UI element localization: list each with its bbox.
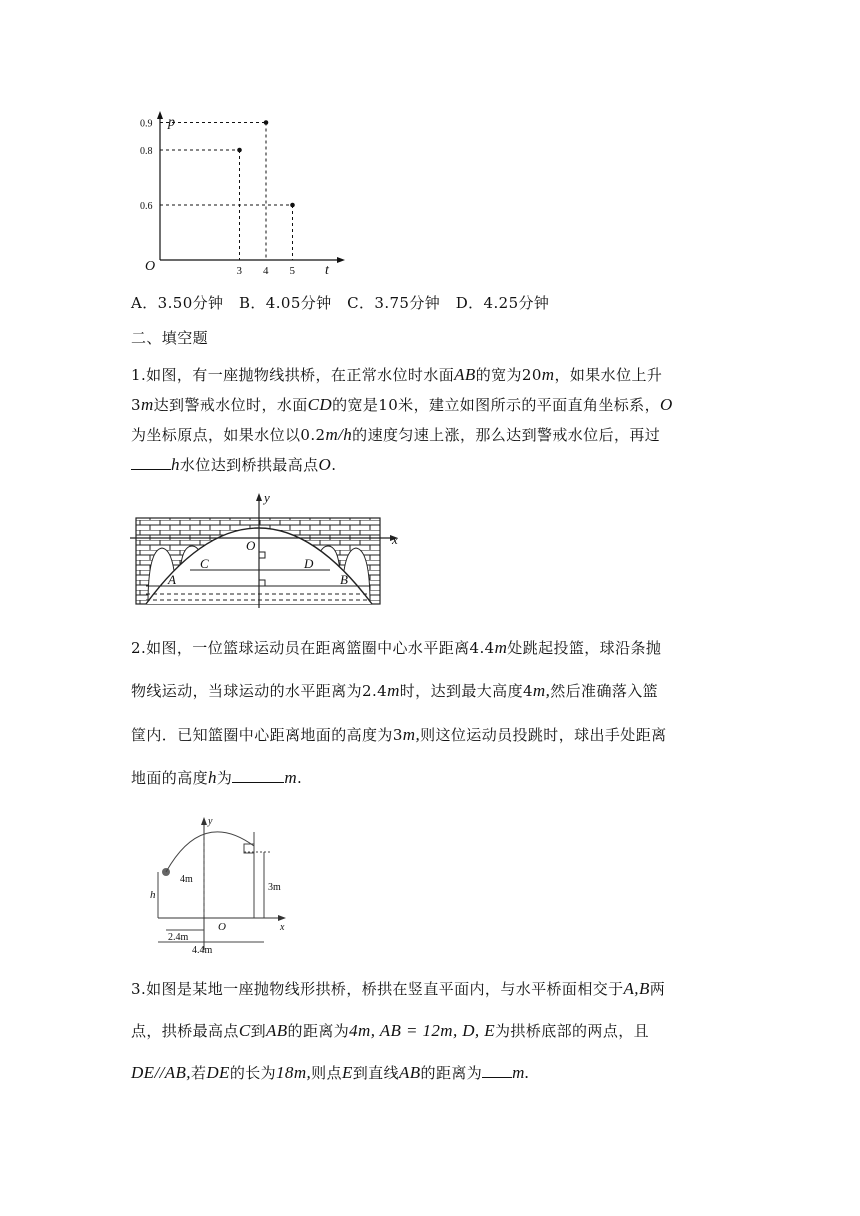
svg-text:y: y: [208, 816, 213, 827]
origin-label: O: [145, 259, 156, 274]
svg-text:h: h: [150, 889, 156, 901]
svg-text:4m: 4m: [180, 874, 193, 885]
q1-line-1: 1.如图，有一座抛物线拱桥，在正常水位时水面AB的宽为20m，如果水位上升: [131, 365, 663, 384]
svg-text:x: x: [392, 532, 398, 547]
figure-p-t-chart: [140, 108, 350, 280]
x-tick-label: 5: [289, 265, 295, 277]
option-d: D．4.25分钟: [455, 294, 550, 312]
option-b: B．4.05分钟: [238, 294, 332, 312]
x-tick-label: 4: [263, 265, 269, 277]
y-tick-label: 0.6: [140, 201, 153, 212]
svg-text:x: x: [280, 922, 285, 933]
data-point: [264, 120, 269, 125]
q2-line-4: 地面的高度h为 m.: [131, 768, 303, 787]
q3-line-2: 点，拱桥最高点C到AB的距离为4m, AB = 12m, D, E为拱桥底部的两点，且: [131, 1021, 650, 1040]
y-tick-label: 0.8: [140, 146, 153, 157]
q2-line-3: 筐内．已知篮圈中心距离地面的高度为3m,则这位运动员投跳时，球出手处距离: [131, 725, 667, 744]
svg-text:C: C: [200, 556, 209, 571]
y-axis-arrow: [157, 111, 163, 119]
svg-text:O: O: [218, 921, 226, 933]
q3-line-1: 3.如图是某地一座抛物线形拱桥，桥拱在竖直平面内，与水平桥面相交于A,B两: [131, 979, 666, 998]
data-point: [237, 148, 242, 153]
q1-line-2: 3m达到警戒水位时，水面CD的宽是10米，建立如图所示的平面直角坐标系，O: [131, 395, 673, 414]
x-tick-label: 3: [236, 265, 242, 277]
y-tick-label: 0.9: [140, 118, 153, 130]
option-a: A．3.50分钟: [131, 294, 224, 312]
answer-options: [131, 292, 549, 313]
svg-text:B: B: [340, 572, 348, 587]
y-axis-label: p: [168, 115, 175, 130]
section-title: 二、填空题: [131, 329, 209, 347]
q1-line-3: 为坐标原点，如果水位以0.2m/h的速度匀速上涨，那么达到警戒水位后，再过: [131, 425, 661, 444]
q2-line-1: 2.如图，一位篮球运动员在距离篮圈中心水平距离4.4m处跳起投篮，球沿条抛: [131, 638, 662, 657]
svg-text:D: D: [304, 556, 314, 571]
figure-arch-bridge: [130, 490, 410, 608]
q3-answer-blank[interactable]: [482, 1063, 512, 1078]
svg-text:y: y: [264, 490, 270, 505]
svg-text:2.4m: 2.4m: [168, 932, 189, 943]
svg-text:3m: 3m: [268, 882, 281, 893]
svg-text:O: O: [246, 538, 256, 553]
figure-basketball: [140, 812, 290, 957]
option-c: C．3.75分钟: [347, 294, 441, 312]
x-axis-label: t: [325, 263, 329, 278]
x-axis-arrow: [337, 257, 345, 263]
q3-line-3: DE//AB,若DE的长为18m,则点E到直线AB的距离为 m.: [131, 1063, 530, 1082]
q1-line-4: h水位达到桥拱最高点O.: [131, 454, 336, 475]
q2-answer-blank[interactable]: [232, 768, 284, 783]
data-point: [290, 203, 295, 208]
svg-text:4.4m: 4.4m: [192, 945, 213, 956]
q2-line-2: 物线运动，当球运动的水平距离为2.4m时，达到最大高度4m,然后准确落入篮: [131, 681, 659, 700]
svg-text:A: A: [168, 572, 176, 587]
q1-answer-blank[interactable]: [131, 455, 171, 470]
